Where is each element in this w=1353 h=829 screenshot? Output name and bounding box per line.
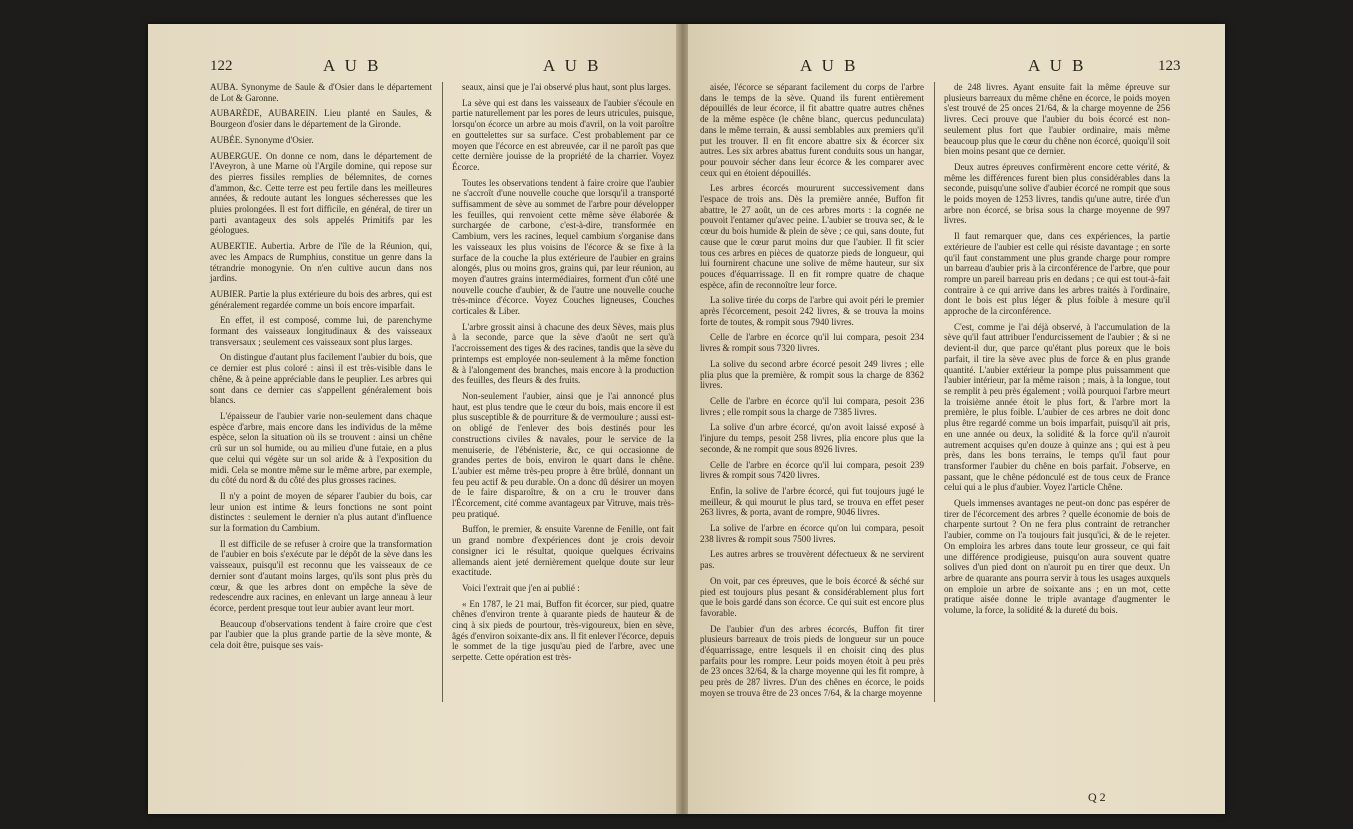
paragraph: La solive d'un arbre écorcé, qu'on avoit laissé exposé à l'injure du temps, pesoit 258 livres, plia encore plus que la seconde, & ne rompit que sous 8926 livres. [700, 422, 924, 454]
paragraph: La solive tirée du corps de l'arbre qui avoit péri le premier après l'écorcement, pesoit 242 livres, & se trouva la moins forte de toutes, & rompit sous 7940 livres. [700, 295, 924, 327]
page-number: 122 [210, 58, 233, 74]
paragraph: La solive de l'arbre en écorce qu'on lui compara, pesoit 238 livres & rompit sous 7500 livres. [700, 523, 924, 544]
paragraph: Celle de l'arbre en écorce qu'il lui compara, pesoit 234 livres & rompit sous 7320 livres. [700, 332, 924, 354]
book-spread [148, 24, 1225, 814]
column-rule [934, 82, 935, 702]
paragraph: Quels immenses avantages ne peut-on donc pas espérer de tirer de l'écorcement des arbres ? quelle économie de bois de charpente surtout ? On ne fera plus contraint de retrancher l'aubier, comme on l'a toujours fait jusqu'ici, & de le rejeter. On emploira les arbres dans toute leur grosseur, ce qui fait une différence prodigieuse, puisqu'on aura souvent quatre solives d'un pied dont on n'auroit pu en tirer que deux. Un arbre de quarante ans pourra servir à tous les usages auxquels on emploie un arbre de soixante ans ; en un mot, cette pratique aisée donne le triple avantage d'augmenter le volume, la force, la solidité & la dureté du bois. [944, 498, 1170, 616]
paragraph: On distingue d'autant plus facilement l'aubier du bois, que ce dernier est plus coloré : ainsi il est très-visible dans le chêne, & à peine appréciable dans le peuplier. Les arbres qui sont dans ce dernier cas s'appellent généralement bois blancs. [210, 352, 432, 406]
right-page [688, 24, 1225, 814]
running-head: A U B [800, 56, 859, 75]
paragraph: Celle de l'arbre en écorce qu'il lui compara, pesoit 239 livres & rompit sous 7420 livres. [700, 459, 924, 481]
running-head: A U B [543, 56, 602, 75]
paragraph: de 248 livres. Ayant ensuite fait la même épreuve sur plusieurs barreaux du même chêne en écorce, le poids moyen s'est trouvé de 25 onces 21/64, & la charge moyenne de 256 livres. Ceci prouve que l'aubier du bois écorcé est non-seulement plus fort que l'aubier ordinaire, mais même beaucoup plus que le cœur du chêne non écorcé, quoiqu'il soit bien moins pesant que ce dernier. [944, 82, 1170, 157]
paragraph: AUBIER. Partie la plus extérieure du bois des arbres, qui est généralement regardée comme un bois encore imparfait. [210, 288, 432, 310]
paragraph: En effet, il est composé, comme lui, de parenchyme formant des vaisseaux longitudinaux & des vaisseaux transversaux ; seulement ces vaisseaux sont plus larges. [210, 315, 432, 347]
paragraph: Beaucoup d'observations tendent à faire croire que c'est par l'aubier que la plus grande partie de la sève monte, & cela doit être, puisque ses vais- [210, 618, 432, 651]
paragraph: L'arbre grossit ainsi à chacune des deux Sèves, mais plus à la seconde, parce que la sève d'août ne sert qu'à l'accroissement des tiges & des racines, tandis que la sève du printemps est employée non-seulement à la même fonction & à l'alongement des branches, mais encore à la production des feuilles, des fleurs & des fruits. [452, 321, 674, 386]
paragraph: La sève qui est dans les vaisseaux de l'aubier s'écoule en partie naturellement par les pores de leurs utricules, puisque, lorsqu'on écorce un arbre au mois d'avril, on la voit paroître en gouttelettes sur sa surface. C'est probablement par ce moyen que l'écorce en est abreuvée, car il ne paroît pas que cette dernière jouisse de la propriété de la charrier. Voyez Écorce. [452, 97, 674, 172]
paragraph: La solive du second arbre écorcé pesoit 249 livres ; elle plia plus que la première, & rompit sous la charge de 8362 livres. [700, 358, 924, 391]
paragraph: Deux autres épreuves confirmèrent encore cette vérité, & même les différences furent bien plus considérables dans la seconde, puisqu'une solive d'aubier écorcé ne rompit que sous le poids moyen de 1253 livres, tandis qu'une autre, tirée d'un arbre non écorcé, se brisa sous la charge moyenne de 997 livres. [944, 161, 1170, 226]
paragraph: « En 1787, le 21 mai, Buffon fit écorcer, sur pied, quatre chênes d'environ trente à quarante pieds de hauteur & de cinq à six pieds de pourtour, très-vigoureux, bien en sève, âgés d'environ soixante-dix ans. Il fit enlever l'écorce, depuis le sommet de la tige jusqu'au pied de l'arbre, avec une serpette. Cette opération est très- [452, 598, 674, 663]
paragraph: Il est difficile de se refuser à croire que la transformation de l'aubier en bois s'exécute par le dépôt de la sève dans les vaisseaux, puisqu'il est reconnu que les vaisseaux de ce dernier sont d'autant moins larges, qu'ils sont plus près du cœur, & que les arbres dont on empêche la sève de redescendre aux racines, en enlevant un large anneau à leur écorce, perdent presque tout leur aubier avant leur mort. [210, 538, 432, 613]
paragraph: seaux, ainsi que je l'ai observé plus haut, sont plus larges. [462, 82, 671, 92]
paragraph: L'épaisseur de l'aubier varie non-seulement dans chaque espèce d'arbre, mais encore dans les individus de la même espèce, selon la situation où ils se trouvent : ainsi un chêne crû sur un sol humide, ou au milieu d'une futaie, en a plus que celui qui végète sur un sol aride & à l'exposition du midi. Cela se montre même sur le même arbre, par exemple, du côté du nord & du côté des plus grosses racines. [210, 410, 432, 486]
paragraph: AUBÉE. Synonyme d'Osier. [210, 134, 314, 145]
paragraph: aisée, l'écorce se séparant facilement du corps de l'arbre dans le temps de la sève. Quand ils furent entièrement dépouillés de leur écorce, il fit abattre quatre autres chênes de la même espèce (le chêne blanc, quercus pedunculata) dans le même terrain, & aussi semblables aux premiers qu'il put les trouver. Il en fit encore abattre six & écorcer six autres. Les six arbres abattus furent conduits sous un hangar, pour pouvoir sécher dans leur écorce & les comparer avec ceux qui en étoient dépouillés. [700, 82, 924, 178]
paragraph: Toutes les observations tendent à faire croire que l'aubier ne s'accroît d'une nouvelle couche que lorsqu'il a transporté suffisamment de sève au sommet de l'arbre pour développer les feuilles, qui renvoient cette même sève élaborée & surchargée de carbone, c'est-à-dire, transformée en Cambium, vers les racines, lequel cambium s'organise dans les vaisseaux les plus voisins de l'écorce & se fixe à la surface de la couche la plus extérieure de l'aubier en grains alongés, plus ou moins gros, grains qui, par leur réunion, au moyen d'autres grains intermédiaires, forment d'un côté une nouvelle couche d'aubier, & de l'autre une nouvelle couche très-mince d'écorce. Voyez Couches ligneuses, Couches corticales & Liber. [452, 177, 674, 317]
paragraph: On voit, par ces épreuves, que le bois écorcé & séché sur pied est toujours plus pesant & considérablement plus fort que le bois gardé dans son écorce. Ce qui suit est encore plus favorable. [700, 575, 924, 618]
paragraph: C'est, comme je l'ai déjà observé, à l'accumulation de la sève qu'il faut attribuer l'endurcissement de l'aubier ; & si ne devient-il dur, que parce qu'étant plus poreux que le bois parfait, il tire la sève avec plus de force & en plus grande quantité. L'aubier extérieur la pompe plus puissamment que l'aubier intérieur, par la même raison ; mais, à la longue, tout se remplit à peu près également ; voilà pourquoi l'arbre meurt la troisième année étoit le plus fort, & l'arbre mort la première, le plus foible. L'aubier de ces arbres ne doit donc plus être regardé comme un bois imparfait, puisqu'il ait pris, en une année ou deux, la solidité & la force qu'il n'auroit autrement acquises qu'en douze à quinze ans ; qui est à peu près, dans les bons terrains, le temps qu'il faut pour transformer l'aubier du chêne en bois parfait. J'observe, en passant, que le chêne pédonculé est de tous ceux de France celui qui a le plus d'aubier. Voyez l'article Chêne. [944, 321, 1170, 493]
paragraph: AUBERGUE. On donne ce nom, dans le département de l'Aveyron, à une Marne où l'Argile domine, qui repose sur des pierres fissiles remplies de bélemnites, de cornes d'ammon, &c. Cette terre est peu fertile dans les meilleures années, & redoute autant les longues sécheresses que les pluies prolongées. Il est fort difficile, en général, de tirer un parti avantageux des sols appelés Primitifs par les géologues. [210, 150, 432, 236]
paragraph: Enfin, la solive de l'arbre écorcé, qui fut toujours jugé le meilleur, & qui mourut le plus tard, se trouva en effet peser 263 livres, & porta, avant de rompre, 9046 livres. [700, 485, 924, 518]
column-rule [442, 82, 443, 702]
signature-mark: Q 2 [1088, 790, 1106, 804]
paragraph: AUBARÈDE, AUBAREIN. Lieu planté en Saules, & Bourgeon d'osier dans le département de la Gironde. [210, 108, 432, 130]
page-number: 123 [1158, 58, 1181, 74]
running-head: A U B [323, 56, 382, 75]
right-page-header [688, 58, 1225, 78]
paragraph: Les autres arbres se trouvèrent défectueux & ne servirent pas. [700, 549, 924, 571]
paragraph: Il faut remarquer que, dans ces expériences, la partie extérieure de l'aubier est celle qui résiste davantage ; en sorte qu'il faut constamment une plus grande charge pour rompre un barreau d'aubier pris à la circonférence de l'arbre, que pour rompre un pareil barreau pris en dedans ; ce qui est tout-à-fait contraire à ce qui arrive dans les arbres traités à l'ordinaire, dont le bois est plus léger & plus foible à mesure qu'il approche de la circonférence. [944, 231, 1170, 317]
paragraph: Il n'y a point de moyen de séparer l'aubier du bois, car leur union est intime & leurs fonctions ne sont point distinctes : seulement le dernier n'a plus autant d'influence sur la formation du Cambium. [210, 490, 432, 534]
paragraph: Celle de l'arbre en écorce qu'il lui compara, pesoit 236 livres ; elle rompit sous la charge de 7385 livres. [700, 395, 924, 417]
paragraph: AUBA. Synonyme de Saule & d'Osier dans le département de Lot & Garonne. [210, 82, 432, 103]
running-head: A U B [1028, 56, 1087, 75]
paragraph: Non-seulement l'aubier, ainsi que je l'ai annoncé plus haut, est plus tendre que le cœur du bois, mais encore il est plus susceptible & de pourriture & de vermoulure ; aussi est-on obligé de l'enlever des bois destinés pour les constructions civiles & navales, pour le service de la menuiserie, de l'ébénisterie, &c, ce qui occasionne de grandes pertes de bois, environ le quart dans le chêne. L'aubier est même très-peu propre à être brûlé, donnant un feu peu actif & peu durable. On a donc dû désirer un moyen de le faire disparoître, & on a cru le trouver dans l'Écorcement, cité comme avantageux par Vitruve, mais très-peu pratiqué. [452, 390, 674, 519]
paragraph: Voici l'extrait que j'en ai publié : [462, 582, 580, 593]
right-column-2 [944, 82, 1170, 621]
paragraph: De l'aubier d'un des arbres écorcés, Buffon fit tirer plusieurs barreaux de trois pieds de longueur sur un pouce d'équarrissage, entre lesquels il en choisit cinq des plus parfaits pour les rompre. Leur poids moyen étoit à peu près de 23 onces 32/64, & la charge moyenne qui les fit rompre, à peu près de 287 livres. D'un des chênes en écorce, le poids moyen se trouva être de 23 onces 7/64, & la charge moyenne [700, 623, 924, 698]
left-page-header [148, 58, 678, 78]
left-page [148, 24, 678, 814]
right-column-1 [700, 82, 924, 704]
paragraph: AUBERTIE. Aubertia. Arbre de l'île de la Réunion, qui, avec les Ampacs de Rumphius, constitue un genre dans la tétrandrie monogynie. On n'en cultive aucun dans nos jardins. [210, 241, 432, 284]
left-column-2 [452, 82, 674, 668]
paragraph: Buffon, le premier, & ensuite Varenne de Fenille, ont fait un grand nombre d'expériences dont je crois devoir consigner ici le résultat, quoique quelques écrivains allemands aient jeté dernièrement quelque doute sur leur exactitude. [452, 524, 674, 578]
paragraph: Les arbres écorcés moururent successivement dans l'espace de trois ans. Dès la première année, Buffon fit abattre, le 27 août, un de ces arbres morts : la cognée ne pouvoit l'entamer qu'avec peine. L'aubier se trouva sec, & le cœur du bois humide & plein de sève ; ce qui, sans doute, fut cause que le cœur parut moins dur que l'aubier. Il fit scier tous ces arbres en pièces de quatorze pieds de longueur, qui lui fournirent chacune une solive de même hauteur, sur six pouces d'équarrissage. Il en fit rompre quatre de chaque espèce, afin de reconnoître leur force. [700, 183, 924, 290]
left-column-1 [210, 82, 432, 656]
